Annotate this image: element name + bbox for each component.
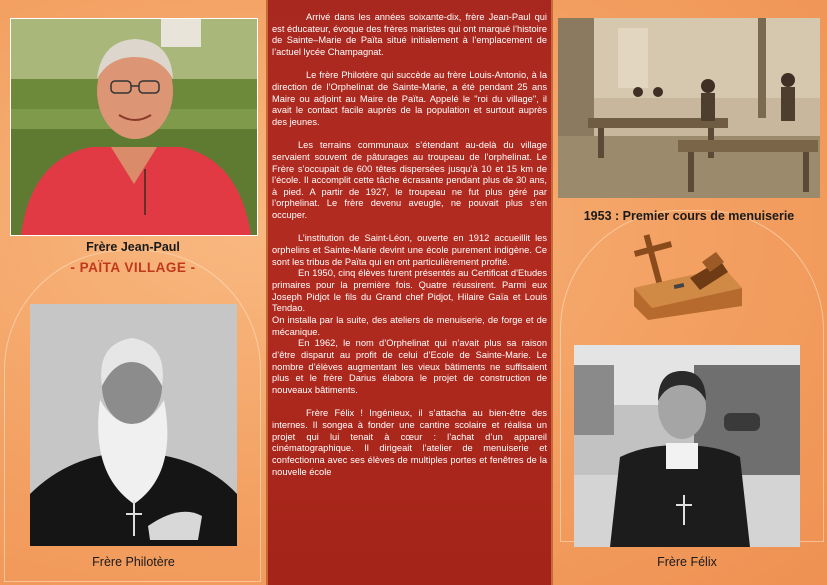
caption-philotere: Frère Philotère xyxy=(92,555,175,569)
paragraph-7: En 1962, le nom d’Orphelinat qui n’avait plus sa raison d’être disparut au profit de celui d’Ecole de Sainte-Marie. Le nombre d’élèves augmentant les vieux bâtiments ne suffisaient plus et le frère Darius élabora le projet de construction de nouveaux bâtiments. xyxy=(272,338,547,395)
paragraph-2: Le frère Philotère qui succède au frère Louis-Antonio, à la direction de l’Orphelinat de Sainte-Marie, a été pendant 25 ans Maire ou adjoint au Maire de Païta. Appelé le "roi du village", il avait le contact facile auprès de la population et surtout auprès des jeunes. xyxy=(272,70,547,127)
paragraph-1: Arrivé dans les années soixante-dix, frère Jean-Paul qui est éducateur, évoque des frères maristes qui ont marqué l’histoire de Sainte–Marie de Païta situé initialement à l’emplacement de l’actuel lycée Champagnat. xyxy=(272,12,547,57)
paragraph-3: Les terrains communaux s’étendant au-delà du village servaient souvent de pâturages au troupeau de l’orphelinat. Le Frère s’occupait de 600 têtes dispersées jusqu’à 10 et 15 km de l’école. Il accomplit cette tâche écrasante pendant plus de 30 ans, à pied. A partir de 1927, le troupeau ne fut plus géré par l’orphelinat. Le frère devenu aveugle, ne pouvait plus s’en occuper. xyxy=(272,140,547,221)
paragraph-8: Frère Félix ! Ingénieux, il s’attacha au bien-être des internes. Il songea à fonder une cantine scolaire et réalisa un projet qui lui tenait à cœur : l’achat d’un appareil cinématographique. Il dirigeait l’atelier de menuiserie et confectionna avec ses élèves de multiples portes et fenêtres de la nouvelle école xyxy=(272,408,547,477)
caption-jean-paul: Frère Jean-Paul xyxy=(86,240,180,254)
photo-menuiserie-1953 xyxy=(558,18,820,198)
caption-felix: Frère Félix xyxy=(657,555,717,569)
paragraph-5: En 1950, cinq élèves furent présentés au Certificat d’Etudes primaires pour la première fois. Quatre réussirent. Parmi eux Joseph Pidjot le fils du Grand chef Pidjot, Hilaire Gaïa et Louis Tendao. xyxy=(272,268,547,314)
cross-and-plane xyxy=(620,232,748,322)
paragraph-6: On installa par la suite, des ateliers de menuiserie, de forge et de mécanique. xyxy=(272,315,547,337)
photo-frere-felix xyxy=(574,345,800,547)
photo-frere-philotere xyxy=(30,304,237,546)
paragraph-4: L’institution de Saint-Léon, ouverte en 1912 accueillit les orphelins et Sainte-Marie devint une école purement indigène. Ce sont les tribus de Païta qui en ont particulièrement profité. xyxy=(272,233,547,267)
wood-plane-icon xyxy=(634,252,742,320)
article-text xyxy=(272,12,547,478)
caption-menuiserie: 1953 : Premier cours de menuiserie xyxy=(583,209,795,223)
photo-frere-jean-paul xyxy=(10,18,258,236)
caption-paita-village: - PAÏTA VILLAGE - xyxy=(70,260,196,275)
